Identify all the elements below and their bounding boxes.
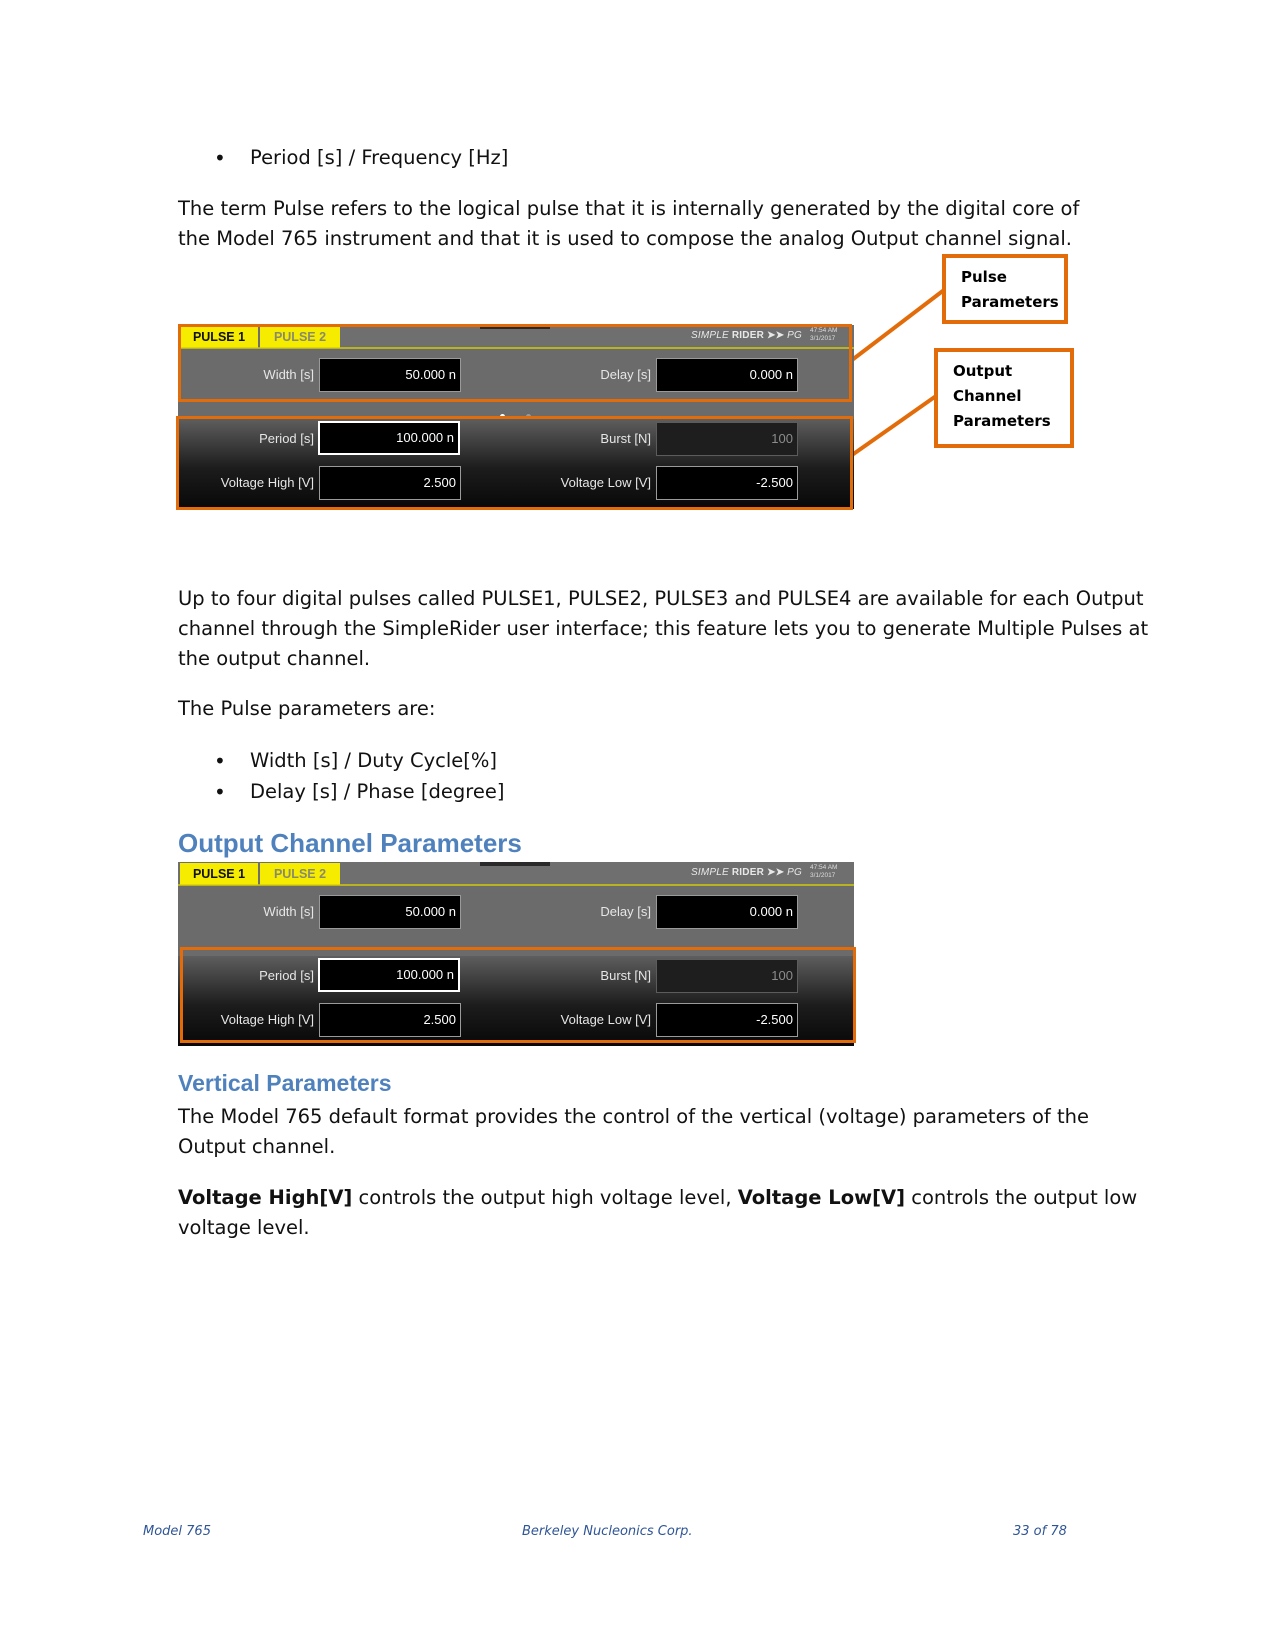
output-connector-line [852, 396, 936, 455]
voltage-high-field[interactable]: 2.500 [319, 466, 461, 500]
para2-line1: Up to four digital pulses called PULSE1, PULSE2, PULSE3 and PULSE4 are available for each Output [178, 587, 1144, 610]
para3: The Pulse parameters are: [178, 697, 436, 720]
voltage-high-label: Voltage High [V] [220, 475, 314, 490]
callout-text: Parameters [953, 412, 1051, 430]
voltage-low-field[interactable]: -2.500 [656, 1003, 798, 1037]
voltage-high-term: Voltage High[V] [178, 1186, 353, 1209]
para5-line2: voltage level. [178, 1216, 310, 1239]
delay-label: Delay [s] [600, 367, 651, 382]
footer-page-number: 33 of 78 [1013, 1524, 1067, 1539]
pulse-parameters-highlight [178, 324, 852, 402]
period-field[interactable]: 100.000 n [318, 421, 460, 455]
swipe-handle[interactable] [480, 862, 550, 866]
footer-center: Berkeley Nucleonics Corp. [522, 1524, 693, 1539]
heading-output-channel-parameters: Output Channel Parameters [178, 828, 522, 858]
tab-pulse-1[interactable]: PULSE 1 [180, 326, 258, 348]
clock-display: 47:54 AM 3/1/2017 [810, 327, 838, 342]
voltage-low-label: Voltage Low [V] [560, 1012, 651, 1027]
para1-line2: the Model 765 instrument and that it is used to compose the analog Output channel signal. [178, 227, 1072, 250]
callout-text: Output [953, 362, 1013, 380]
intro-bullet-text: Period [s] / Frequency [Hz] [250, 146, 509, 169]
para5-text: controls the output high voltage level, [352, 1186, 738, 1209]
voltage-high-field[interactable]: 2.500 [319, 1003, 461, 1037]
para5-line1 [178, 1182, 1137, 1213]
clock-display: 47:54 AM 3/1/2017 [810, 864, 838, 879]
callout-text: Pulse [961, 268, 1007, 286]
tab-pulse-2[interactable]: PULSE 2 [260, 326, 340, 348]
pulse-connector-line [852, 290, 944, 360]
bullet-dot: • [214, 146, 226, 170]
burst-field[interactable]: 100 [656, 422, 798, 456]
tab-pulse-2[interactable]: PULSE 2 [260, 863, 340, 885]
voltage-high-label: Voltage High [V] [220, 1012, 314, 1027]
burst-label: Burst [N] [600, 968, 651, 983]
burst-label: Burst [N] [600, 431, 651, 446]
output-parameters-highlight [180, 947, 856, 1043]
delay-field[interactable]: 0.000 n [656, 895, 798, 929]
callout-text: Parameters [961, 293, 1059, 311]
voltage-low-term: Voltage Low[V] [737, 1186, 906, 1209]
simple-rider-logo: SIMPLE RIDER ➤➤ PG [691, 867, 802, 878]
period-label: Period [s] [259, 968, 314, 983]
voltage-low-field[interactable]: -2.500 [656, 466, 798, 500]
delay-field[interactable]: 0.000 n [656, 358, 798, 392]
para4-line1: The Model 765 default format provides the control of the vertical (voltage) parameters of the [178, 1105, 1089, 1128]
width-field[interactable]: 50.000 n [319, 895, 461, 929]
tab-pulse-1[interactable]: PULSE 1 [180, 863, 258, 885]
simple-rider-logo: SIMPLE RIDER ➤➤ PG [691, 330, 802, 341]
para2-line3: the output channel. [178, 647, 371, 670]
pulse-bullet-2: Delay [s] / Phase [degree] [250, 780, 505, 803]
footer-left: Model 765 [143, 1524, 211, 1539]
voltage-low-label: Voltage Low [V] [560, 475, 651, 490]
period-label: Period [s] [259, 431, 314, 446]
width-label: Width [s] [263, 904, 314, 919]
heading-vertical-parameters: Vertical Parameters [178, 1070, 392, 1096]
callout-text: Channel [953, 387, 1022, 405]
para1-line1: The term Pulse refers to the logical pulse that it is internally generated by the digital core of [178, 197, 1080, 220]
para2-line2: channel through the SimpleRider user interface; this feature lets you to generate Multiple Pulses at [178, 617, 1149, 640]
period-field[interactable]: 100.000 n [318, 958, 460, 992]
width-label: Width [s] [263, 367, 314, 382]
delay-label: Delay [s] [600, 904, 651, 919]
bullet-dot: • [214, 780, 226, 804]
output-parameters-highlight [176, 416, 853, 510]
width-field[interactable]: 50.000 n [319, 358, 461, 392]
burst-field[interactable]: 100 [656, 959, 798, 993]
para5-text: controls the output low [905, 1186, 1138, 1209]
pulse-bullet-1: Width [s] / Duty Cycle[%] [250, 749, 497, 772]
bullet-dot: • [214, 749, 226, 773]
para4-line2: Output channel. [178, 1135, 336, 1158]
